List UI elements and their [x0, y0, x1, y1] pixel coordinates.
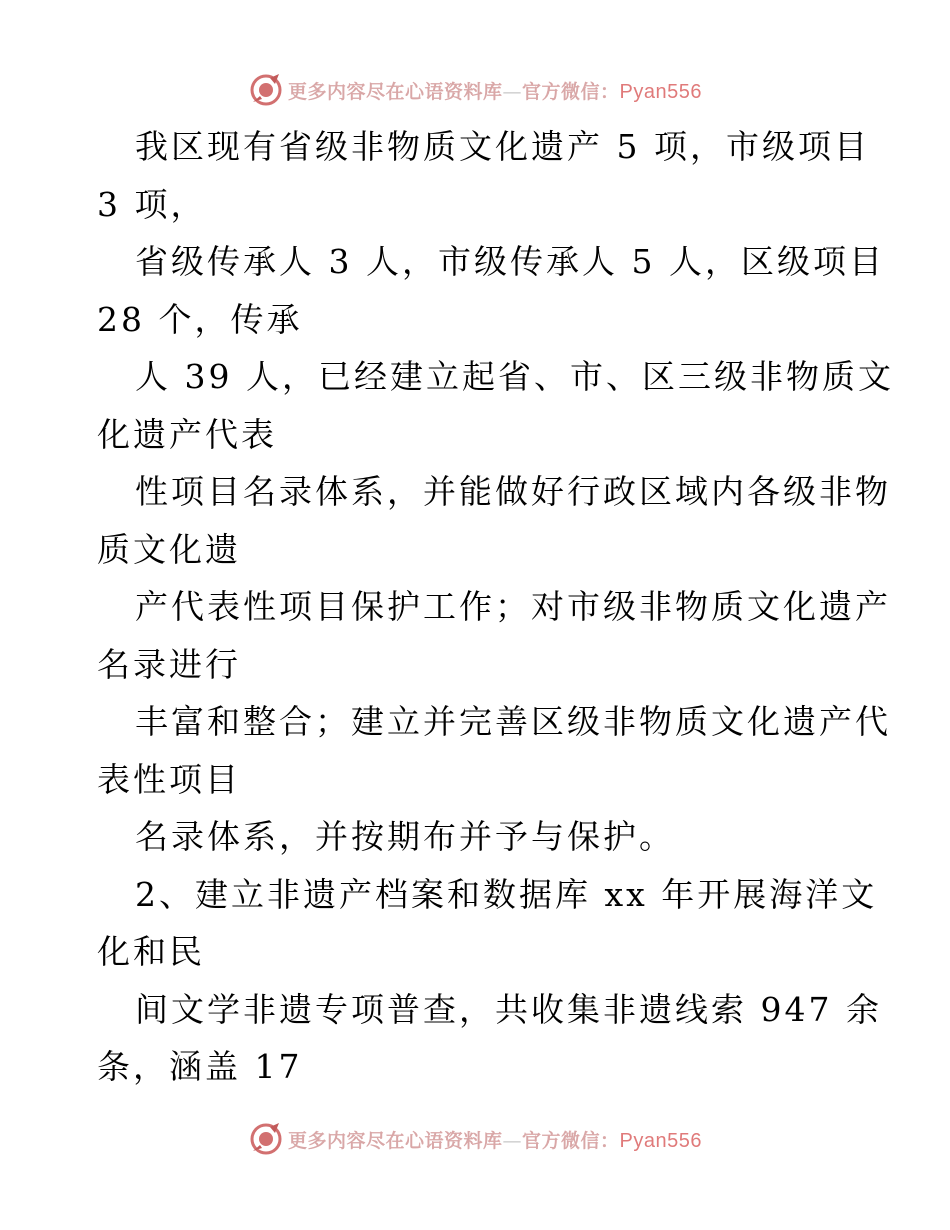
- paragraph-line: 名录进行: [97, 644, 241, 684]
- watermark-label: 官方微信：: [522, 80, 620, 103]
- watermark-text: [288, 1126, 702, 1153]
- paragraph-line: 名录体系，并按期布并予与保护。: [135, 817, 675, 856]
- paragraph-line: 人 39 人，已经建立起省、市、区三级非物质文: [135, 357, 894, 396]
- watermark-text: [288, 77, 702, 104]
- watermark-separator: —: [502, 1129, 523, 1152]
- document-body: [97, 118, 894, 1096]
- watermark-title: 更多内容尽在心语资料库: [288, 80, 503, 103]
- paragraph-line: 省级传承人 3 人，市级传承人 5 人，区级项目: [135, 242, 885, 281]
- watermark-separator: —: [502, 80, 523, 103]
- brand-logo-icon: [248, 72, 284, 108]
- paragraph-line: 性项目名录体系，并能做好行政区域内各级非物: [135, 472, 891, 511]
- watermark-label: 官方微信：: [522, 1129, 620, 1152]
- paragraph-line: 我区现有省级非物质文化遗产 5 项，市级项目: [135, 127, 870, 166]
- footer-watermark: [0, 1117, 950, 1161]
- paragraph-line: 间文学非遗专项普查，共收集非遗线索 947 余: [135, 989, 882, 1029]
- paragraph-line: 化遗产代表: [97, 414, 277, 454]
- brand-logo-icon: [248, 1121, 284, 1157]
- header-watermark: [0, 68, 950, 112]
- paragraph-line: 3 项，: [97, 184, 207, 224]
- watermark-wechat-id: Pyan556: [619, 80, 702, 103]
- paragraph-line: 2、建立非遗产档案和数据库 xx 年开展海洋文: [135, 874, 878, 914]
- paragraph-line: 产代表性项目保护工作；对市级非物质文化遗产: [135, 587, 891, 626]
- paragraph-line: 表性项目: [97, 759, 241, 799]
- paragraph-line: 28 个，传承: [97, 299, 303, 339]
- paragraph-line: 质文化遗: [97, 529, 241, 569]
- watermark-title: 更多内容尽在心语资料库: [288, 1129, 503, 1152]
- paragraph-line: 条，涵盖 17: [97, 1047, 303, 1086]
- watermark-wechat-id: Pyan556: [619, 1129, 702, 1152]
- paragraph-line: 化和民: [97, 932, 205, 971]
- paragraph-line: 丰富和整合；建立并完善区级非物质文化遗产代: [135, 702, 891, 741]
